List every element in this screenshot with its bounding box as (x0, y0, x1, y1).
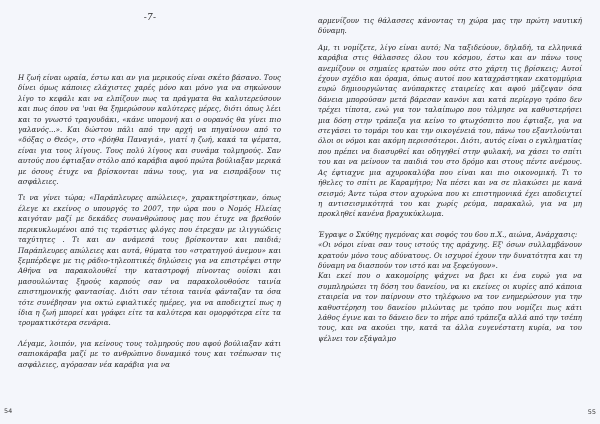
page-number: 55 (587, 408, 596, 416)
paragraph: Η ζωή είναι ωραία, έστω και αν για μερικούς είναι σκέτο βάσανο. Τους δίνει όμως κάποιες ελάχιστες χαρές μόνο και μόνο για να σηκώνουν λίγο το κεφάλι και να ελπίζουν πως τα πράγματα θα καλυτερεύσουν και πως όπου να 'ναι θα ξημερώσουν καλύτερες μέρες, διότι όπως λέει και το γνωστό τραγουδάκι, «κάνε υπομονή και ο ουρανός θα γίνει πιο γαλανός...». Και δώστου πάλι από την αρχή να πηγαίνουν από το «δόξας ο Θεός», στο «βόηθα Παναγιά», γιατί η ζωή, κακά τα ψέματα, είναι για τους λίγους. Τους πολύ λίγους και συνάμα τολμηρούς. Σαν αυτούς που έφτιαξαν στόλο από καράβια αφού πρώτα βούλιαξαν μερικά με όσους έτυχε να βρίσκονται πάνω τους, για να εισπράξουν τις ασφάλειες. (18, 73, 281, 187)
paragraph: Τι να γίνει τώρα; «Παράπλευρες απώλειες», χαρακτηρίστηκαν, όπως έλεγε κι εκείνος ο υπουργός το 2007, την ώρα που ο Νομός Ηλείας καιγόταν μαζί με δεκάδες συνανθρώπους μας που έτυχε να βρεθούν περικυκλωμένοι από τις τεράστιες φλόγες που έτρεχαν με ιλιγγιώδεις ταχύτητες . Τι και αν ανάμεσά τους βρίσκονταν και παιδιά; Παράπλευρες απώλειες και αυτά, θύματα του «στρατηγού άνεμου» και ξεμπέρδεψε με τις ράδιο-τηλεοπτικές δηλώσεις για να επιστρέψει στην Αθήνα να παρακολουθεί την καταστροφή πίνοντας ουίσκι και μασουλώντας ξηρούς καρπούς σαν να παρακολουθούσε ταινία επιστημονικής φαντασίας. Διότι σαν τέτοια ταινία φάνταζαν τα όσα τότε συνέβησαν για οκτώ εφιαλτικές ημέρες, για να αποδειχτεί πως η ίδια η ζωή μπορεί και γράφει είτε τα καλύτερα και ομορφότερα είτε τα τρομακτικότερα σενάρια. (18, 193, 281, 328)
quote-paragraph: «Οι νόμοι είναι σαν τους ιστούς της αράχνης. Εξ' όσων συλλαμβάνουν κρατούν μόνο τους αδύνατους. Οι ισχυροί έχουν την δυνατότητα και τη δύναμη να διασπούν τον ιστό και να ξεφεύγουν». (318, 240, 582, 270)
chapter-heading: -7- (143, 13, 157, 23)
left-page-text (18, 73, 281, 370)
right-page-text (318, 16, 582, 344)
paragraph: Έγραψε ο Σκύθης ηγεμόνας και σοφός του 6ου π.Χ., αιώνα, Ανάρχασις: (318, 229, 578, 239)
page-number: 54 (4, 407, 13, 415)
paragraph: Και εκεί που ο κακομοίρης ψάχνει να βρει κι ένα ευρώ για να συμπληρώσει τη δόση του δανείου, να κι εκείνες οι κυρίες από κάποια εταιρεία να τον παίρνουν στο τηλέφωνο να τον ενημερώσουν για την καθυστέρηση του δανείου μιλώντας με τρόπο που νομίζει πως κάτι λάθος έγινε και το δάνειο δεν το πήρε από τράπεζα αλλά από την τσέπη τους, και να ακούει την, κατά τα άλλα ευγενέστατη κυρία, να του ψέλνει τον εξάψαλμο (318, 271, 582, 343)
paragraph: Αμ, τι νομίζετε, λίγο είναι αυτό; Να ταξιδεύουν, δηλαδή, τα ελληνικά καράβια στις θάλασσες όλου του κόσμου, έστω και αν πάνω τους ανεμίζουν οι σημαίες κρατών που ούτε στο χάρτη τις βρίσκεις; Αυτοί έχουν σχέδιο και όραμα, όπως αυτοί που καταχράστηκαν εκατομμύρια ευρώ δημιουργώντας ανύπαρκτες εταιρείες και αφού μάζεψαν όσα δάνεια μπορούσαν μετά βάρεσαν κανόνι και κατά περίεργο τρόπο δεν τρέχει τίποτα, ενώ για τον ταλαίπωρο που τόλμησε να καθυστερήσει μια δόση στην τράπεζα για κείνο το φτωχόσπιτο που έφτιαξε, για να στεγάσει το τομάρι του και την οικογένειά του, πάνω του εξαντλούνται όλοι οι νόμοι και ακόμη περισσότεροι. Διότι, αυτός είναι ο εγκληματίας που πρέπει να διασυρθεί και οδηγηθεί στην φυλακή, να χάσει το σπίτι του και να μείνουν τα παιδιά του στο δρόμο και στους πέντε ανέμους. Ας έφτιαχνε μια αχυροκαλύβα που είναι και πιο οικονομική. Τι το ήθελες το σπίτι ρε Καραμήτρο; Να πέσει και να σε πλακώσει με κανά σεισμό; Άντε τώρα στον αχυρώνα που κι επιστημονικά έχει αποδειχτεί η αντισεισμικότητά του και χωρίς ρεύμα, παρακαλώ, για να μη προκληθεί κανένα βραχυκύκλωμα. (318, 42, 582, 219)
right-page (300, 0, 600, 424)
paragraph: αρμενίζουν τις θάλασσες κάνοντας τη χώρα μας την πρώτη ναυτική δύναμη. (318, 16, 582, 36)
paragraph: Λέγαμε, λοιπόν, για κείνους τους τολμηρούς που αφού βούλιαξαν κάτι σαπιοκάραβα μαζί με το ανθρώπινο δυναμικό τους και τσέπωσαν τις ασφάλειες, αγόρασαν νέα καράβια για να (18, 338, 281, 369)
